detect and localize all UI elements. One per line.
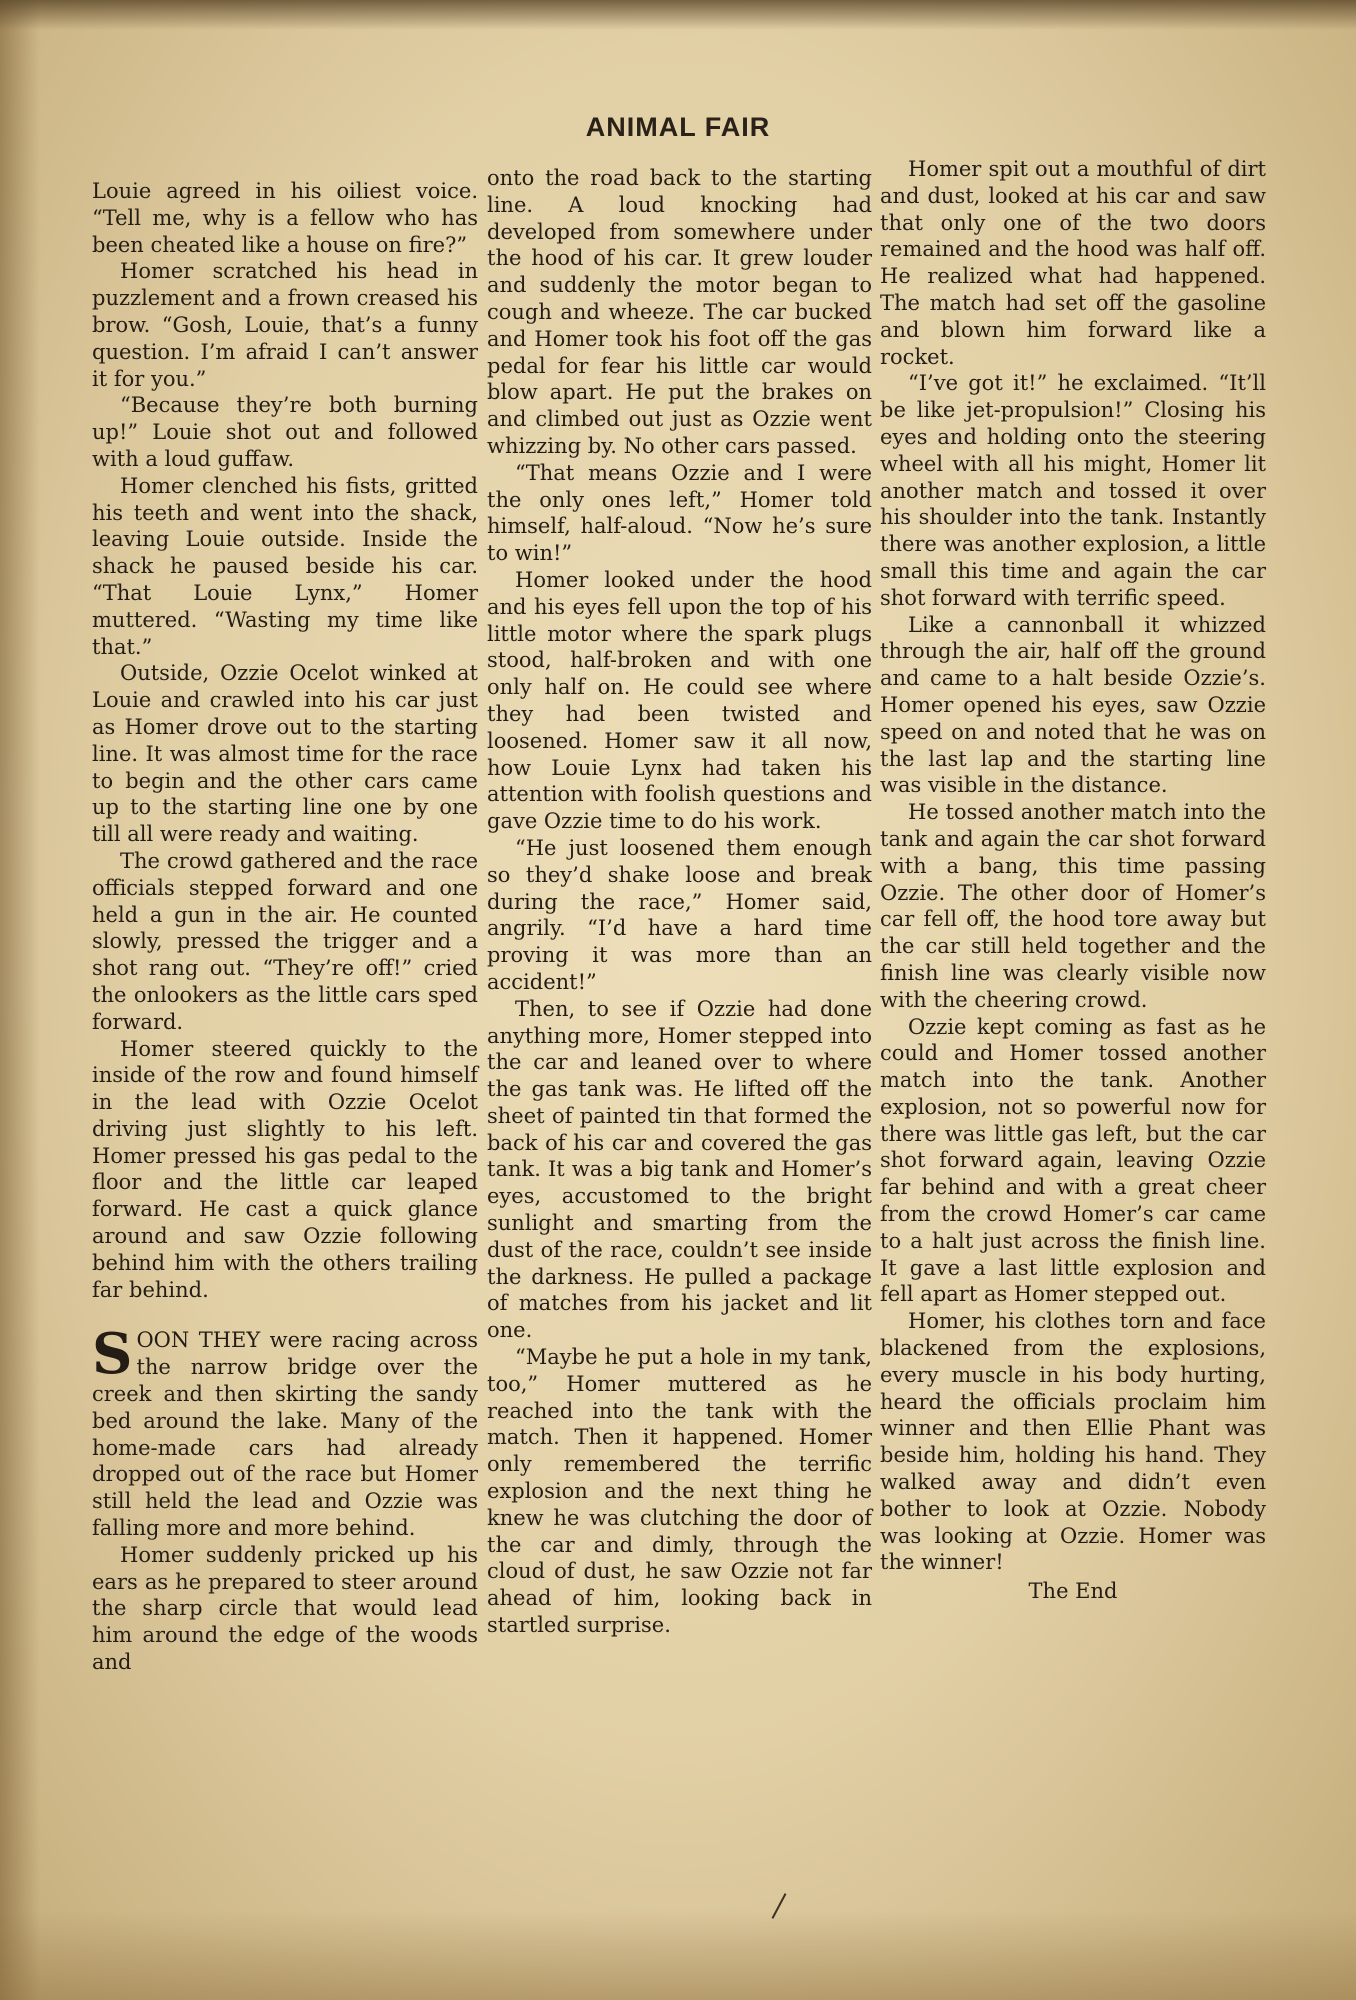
paragraph: onto the road back to the starting line. A loud knocking had developed from somewhere under the hood of his car. It grew louder and suddenly the motor began to cough and wheeze. The car bucked and Homer took his foot off the gas pedal for fear his little car would blow apart. He put the brakes on and climbed out just as Ozzie went whizzing by. No other cars passed. — [487, 166, 872, 458]
paragraph: “That means Ozzie and I were the only ones left,” Homer told himself, half-aloud. “Now he’s sure to win!” — [487, 460, 872, 566]
paragraph: Like a cannonball it whizzed through the air, half off the ground and came to a halt beside Ozzie’s. Homer opened his eyes, saw Ozzie speed on and noted that he was on the last lap and the starting line was visible in the distance. — [880, 612, 1266, 798]
text-column-1 — [92, 178, 478, 1676]
page-shadow-left — [0, 0, 40, 2000]
the-end-label: The End — [1028, 1579, 1118, 1604]
page-title: ANIMAL FAIR — [585, 112, 771, 142]
paragraph: Homer, his clothes torn and face blackened from the explosions, every muscle in his body hurting, heard the officials proclaim him winner and then Ellie Phant was beside him, holding his hand. They walked away and didn’t even bother to look at Ozzie. Nobody was looking at Ozzie. Homer was the winner! — [880, 1309, 1266, 1575]
paragraph: The crowd gathered and the race officials stepped forward and one held a gun in the air. He counted slowly, pressed the trigger and a shot rang out. “They’re off!” cried the onlookers as the little cars sped forward. — [92, 848, 478, 1034]
page-shadow-bottom — [0, 1910, 1356, 2000]
section-break-paragraph — [92, 1321, 478, 1541]
paragraph: “I’ve got it!” he exclaimed. “It’ll be like jet-propulsion!” Closing his eyes and holding onto the steering wheel with all his might, Homer lit another match and tossed it over his shoulder into the tank. Instantly there was another explosion, a little small this time and again the car shot forward with terrific speed. — [880, 371, 1266, 610]
paragraph: Outside, Ozzie Ocelot winked at Louie and crawled into his car just as Homer drove out to the starting line. It was almost time for the race to begin and the other cars came up to the starting line one by one till all were ready and waiting. — [92, 661, 478, 847]
text-column-3 — [880, 156, 1266, 1605]
paragraph: Homer suddenly pricked up his ears as he prepared to steer around the sharp circle that would lead him around the edge of the woods and — [92, 1542, 478, 1675]
page-shadow-top — [0, 0, 1356, 30]
paragraph: “Maybe he put a hole in my tank, too,” Homer muttered as he reached into the tank with the match. Then it happened. Homer only remembered the terrific explosion and the next thing he knew he was clutching the door of the car and dimly, through the cloud of dust, he saw Ozzie not far ahead of him, looking back in startled surprise. — [487, 1345, 872, 1638]
paragraph: He tossed another match into the tank and again the car shot forward with a bang, this time passing Ozzie. The other door of Homer’s car fell off, the hood tore away but the car still held together and the finish line was clearly visible now with the cheering crowd. — [880, 800, 1266, 1012]
section-lead-text: OON THEY were racing across the narrow bridge over the creek and then skirting the sandy bed around the lake. Many of the home-made cars had already dropped out of the race but Homer still held the lead and Ozzie was falling more and more behind. — [92, 1328, 478, 1541]
text-column-2 — [487, 165, 872, 1639]
paragraph: Homer scratched his head in puzzlement and a frown creased his brow. “Gosh, Louie, that’s a funny question. I’m afraid I can’t answer it for you.” — [92, 259, 478, 391]
paragraph: Homer spit out a mouthful of dirt and dust, looked at his car and saw that only one of the two doors remained and the hood was half off. He realized what had happened. The match had set off the gasoline and blown him forward like a rocket. — [880, 157, 1266, 369]
paragraph: Then, to see if Ozzie had done anything more, Homer stepped into the car and leaned over to where the gas tank was. He lifted off the sheet of painted tin that formed the back of his car and covered the gas tank. It was a big tank and Homer’s eyes, accustomed to the bright sunlight and smarting from the dust of the race, couldn’t see inside the darkness. He pulled a package of matches from his jacket and lit one. — [487, 996, 872, 1343]
paragraph: Homer clenched his fists, gritted his teeth and went into the shack, leaving Louie outside. Inside the shack he paused beside his car. “That Louie Lynx,” Homer muttered. “Wasting my time like that.” — [92, 473, 478, 659]
paragraph: Homer steered quickly to the inside of the row and found himself in the lead with Ozzie Ocelot driving just slightly to his left. Homer pressed his gas pedal to the floor and the little car leaped forward. He cast a quick glance around and saw Ozzie following behind him with the others trailing far behind. — [92, 1036, 478, 1302]
paragraph: Ozzie kept coming as fast as he could and Homer tossed another match into the tank. Another explosion, not so powerful now for there was little gas left, but the car shot forward again, leaving Ozzie far behind and with a great cheer from the crowd Homer’s car came to a halt just across the finish line. It gave a last little explosion and fell apart as Homer stepped out. — [880, 1014, 1266, 1307]
paragraph: Louie agreed in his oiliest voice. “Tell me, why is a fellow who has been cheated like a house on fire?” — [92, 179, 478, 257]
paragraph: Homer looked under the hood and his eyes fell upon the top of his little motor where the spark plugs stood, half-broken and with one only half on. He could see where they had been twisted and loosened. Homer saw it all now, how Louie Lynx had taken his attention with foolish questions and gave Ozzie time to do his work. — [487, 567, 872, 834]
drop-cap: S — [92, 1321, 133, 1388]
paragraph: “Because they’re both burning up!” Louie shot out and followed with a loud guffaw. — [92, 393, 478, 471]
paragraph: “He just loosened them enough so they’d shake loose and break during the race,” Homer said, angrily. “I’d have a hard time proving it was more than an accident!” — [487, 835, 872, 994]
